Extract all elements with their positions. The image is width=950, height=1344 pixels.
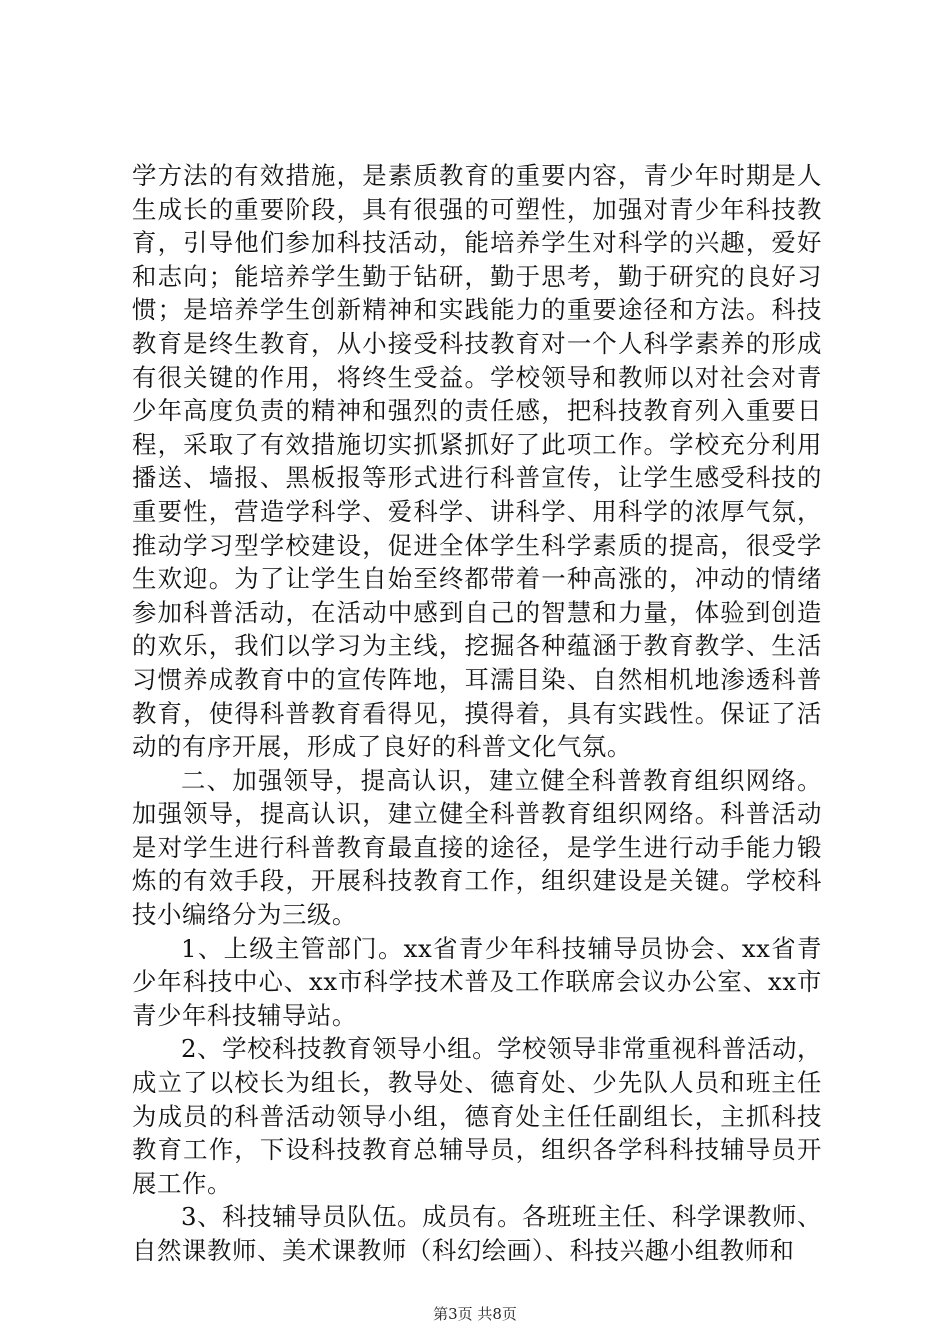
page-number-footer: 第3页 共8页 [433,1305,517,1323]
paragraph-item-three: 3、科技辅导员队伍。成员有。各班班主任、科学课教师、自然课教师、美术课教师（科幻绘画）、科技兴趣小组教师和 [132,1202,822,1265]
document-body [132,159,822,1268]
paragraph-item-one: 1、上级主管部门。xx省青少年科技辅导员协会、xx省青少年科技中心、xx市科学技术普及工作联席会议办公室、xx市青少年科技辅导站。 [132,933,822,1030]
paragraph-continuation: 学方法的有效措施，是素质教育的重要内容，青少年时期是人生成长的重要阶段，具有很强的可塑性，加强对青少年科技教育，引导他们参加科技活动，能培养学生对科学的兴趣，爱好和志向；能培养学生勤于钻研，勤于思考，勤于研究的良好习惯；是培养学生创新精神和实践能力的重要途径和方法。科技教育是终生教育，从小接受科技教育对一个人科学素养的形成有很关键的作用，将终生受益。学校领导和教师以对社会对青少年高度负责的精神和强烈的责任感，把科技教育列入重要日程，采取了有效措施切实抓紧抓好了此项工作。学校充分利用播送、墙报、黑板报等形式进行科普宣传，让学生感受科技的重要性，营造学科学、爱科学、讲科学、用科学的浓厚气氛，推动学习型学校建设，促进全体学生科学素质的提高，很受学生欢迎。为了让学生自始至终都带着一种高涨的，冲动的情绪参加科普活动，在活动中感到自己的智慧和力量，体验到创造的欢乐，我们以学习为主线，挖掘各种蕴涵于教育教学、生活习惯养成教育中的宣传阵地，耳濡目染、自然相机地渗透科普教育，使得科普教育看得见，摸得着，具有实践性。保证了活动的有序开展，形成了良好的科普文化气氛。 [132,161,822,762]
paragraph-item-two: 2、学校科技教育领导小组。学校领导非常重视科普活动，成立了以校长为组长，教导处、德育处、少先队人员和班主任为成员的科普活动领导小组，德育处主任任副组长，主抓科技教育工作，下设科技教育总辅导员，组织各学科科技辅导员开展工作。 [132,1034,822,1198]
paragraph-section-two: 二、加强领导，提高认识，建立健全科普教育组织网络。加强领导，提高认识，建立健全科普教育组织网络。科普活动是对学生进行科普教育最直接的途径，是学生进行动手能力锻炼的有效手段，开展科技教育工作，组织建设是关键。学校科技小编络分为三级。 [132,765,822,930]
